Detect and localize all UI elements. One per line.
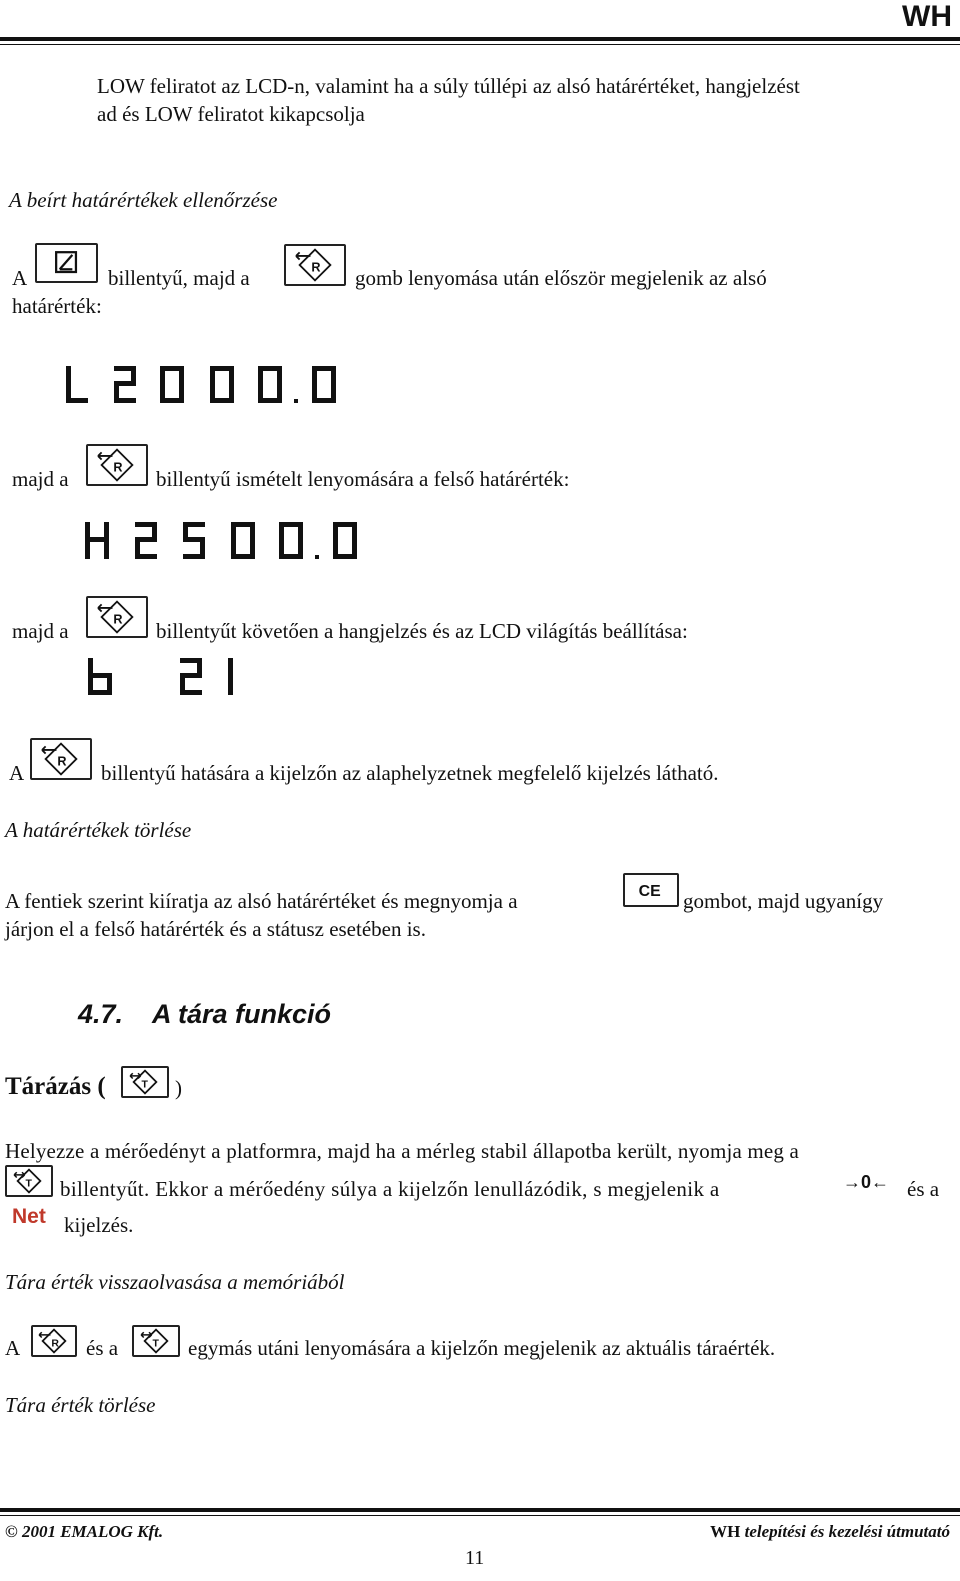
section-heading-number: 4.7. [78, 999, 124, 1029]
ce-key-label: CE [638, 883, 661, 901]
delete-para-end: gombot, majd ugyanígy [683, 889, 884, 913]
svg-text:T: T [25, 1177, 32, 1190]
recall-key-icon [284, 244, 346, 286]
svg-text:T: T [152, 1337, 159, 1350]
tare-para-line3: kijelzés. [64, 1213, 134, 1237]
tare-key-icon [5, 1165, 53, 1197]
recall-key-icon [30, 738, 92, 780]
tarazas-close: ) [175, 1076, 182, 1100]
ce-key-icon [623, 873, 679, 907]
tare-para-line2-end: és a [907, 1177, 940, 1201]
para1-line1: LOW feliratot az LCD-n, valamint ha a súly túllépi az alsó határértéket, hangjelzést [97, 74, 800, 98]
footer-brand: WH [710, 1522, 741, 1541]
section-title-delete: A határértékek törlése [5, 818, 192, 842]
delete-para-start: A fentiek szerint kiíratja az alsó határértéket és megnyomja a [5, 889, 518, 913]
step3-text: billentyűt követően a hangjelzés és az LCD világítás beállítása: [156, 619, 688, 643]
readback-a: A [5, 1336, 21, 1360]
tare-para-line2: billentyűt. Ekkor a mérőedény súlya a kijelzőn lenullázódik, s megjelenik a [60, 1177, 720, 1201]
check-line-2: határérték: [12, 294, 102, 318]
net-indicator-icon [12, 1204, 46, 1230]
svg-text:R: R [57, 754, 67, 769]
footer-manual: telepítési és kezelési útmutató [744, 1522, 950, 1541]
footer-copyright: © 2001 EMALOG Kft. [5, 1522, 164, 1541]
tare-key-icon [121, 1066, 169, 1098]
lcd-display-low-limit [64, 364, 354, 406]
net-indicator-label: Net [12, 1205, 46, 1228]
check-line-a: A [12, 266, 28, 290]
section-title-tare-delete: Tára érték törlése [5, 1393, 156, 1417]
svg-text:T: T [141, 1078, 148, 1091]
step2-prefix: majd a [12, 467, 69, 491]
header-rule-thick [0, 37, 960, 41]
page-number: 11 [465, 1547, 485, 1569]
lcd-display-high-limit [83, 520, 373, 562]
footer-manual-title [710, 1521, 950, 1543]
recall-key-icon [86, 596, 148, 638]
check-line-mid: billentyű, majd a [108, 266, 250, 290]
limit-key-icon [35, 243, 98, 283]
recall-key-icon [86, 444, 148, 486]
step4-prefix: A [9, 761, 25, 785]
zero-indicator-label: →0← [843, 1172, 890, 1192]
step3-prefix: majd a [12, 619, 69, 643]
header-brand: WH [902, 0, 952, 33]
tare-para-line1: Helyezze a mérőedényt a platformra, majd ha a mérleg stabil állapotba került, nyomja meg a [5, 1139, 800, 1163]
footer-rule-thick [0, 1508, 960, 1512]
tarazas-label: Tárázás ( [5, 1073, 106, 1100]
tare-key-icon [132, 1325, 180, 1357]
step2-text: billentyű ismételt lenyomására a felső határérték: [156, 467, 570, 491]
section-heading-title: A tára funkció [152, 999, 332, 1029]
recall-key-icon [31, 1325, 77, 1357]
para1-line2: ad és LOW feliratot kikapcsolja [97, 102, 365, 126]
header-rule-thin [0, 44, 960, 45]
zero-indicator-icon [843, 1170, 889, 1194]
section-title-readback: Tára érték visszaolvasása a memóriából [5, 1270, 345, 1294]
delete-para-line2: járjon el a felső határérték és a státusz esetében is. [5, 917, 426, 941]
step4-text: billentyű hatására a kijelzőn az alaphelyzetnek megfelelő kijelzés látható. [101, 761, 719, 785]
readback-mid: és a [86, 1336, 119, 1360]
section-title-check: A beírt határértékek ellenőrzése [9, 188, 278, 212]
svg-text:R: R [311, 260, 321, 275]
svg-text:R: R [51, 1337, 59, 1350]
footer-rule-thin [0, 1515, 960, 1516]
lcd-display-beep-setting [86, 656, 246, 698]
readback-end: egymás utáni lenyomására a kijelzőn megjelenik az aktuális táraérték. [188, 1336, 776, 1360]
svg-text:R: R [113, 460, 123, 475]
check-line-end: gomb lenyomása után először megjelenik az alsó [355, 266, 767, 290]
svg-text:R: R [113, 612, 123, 627]
